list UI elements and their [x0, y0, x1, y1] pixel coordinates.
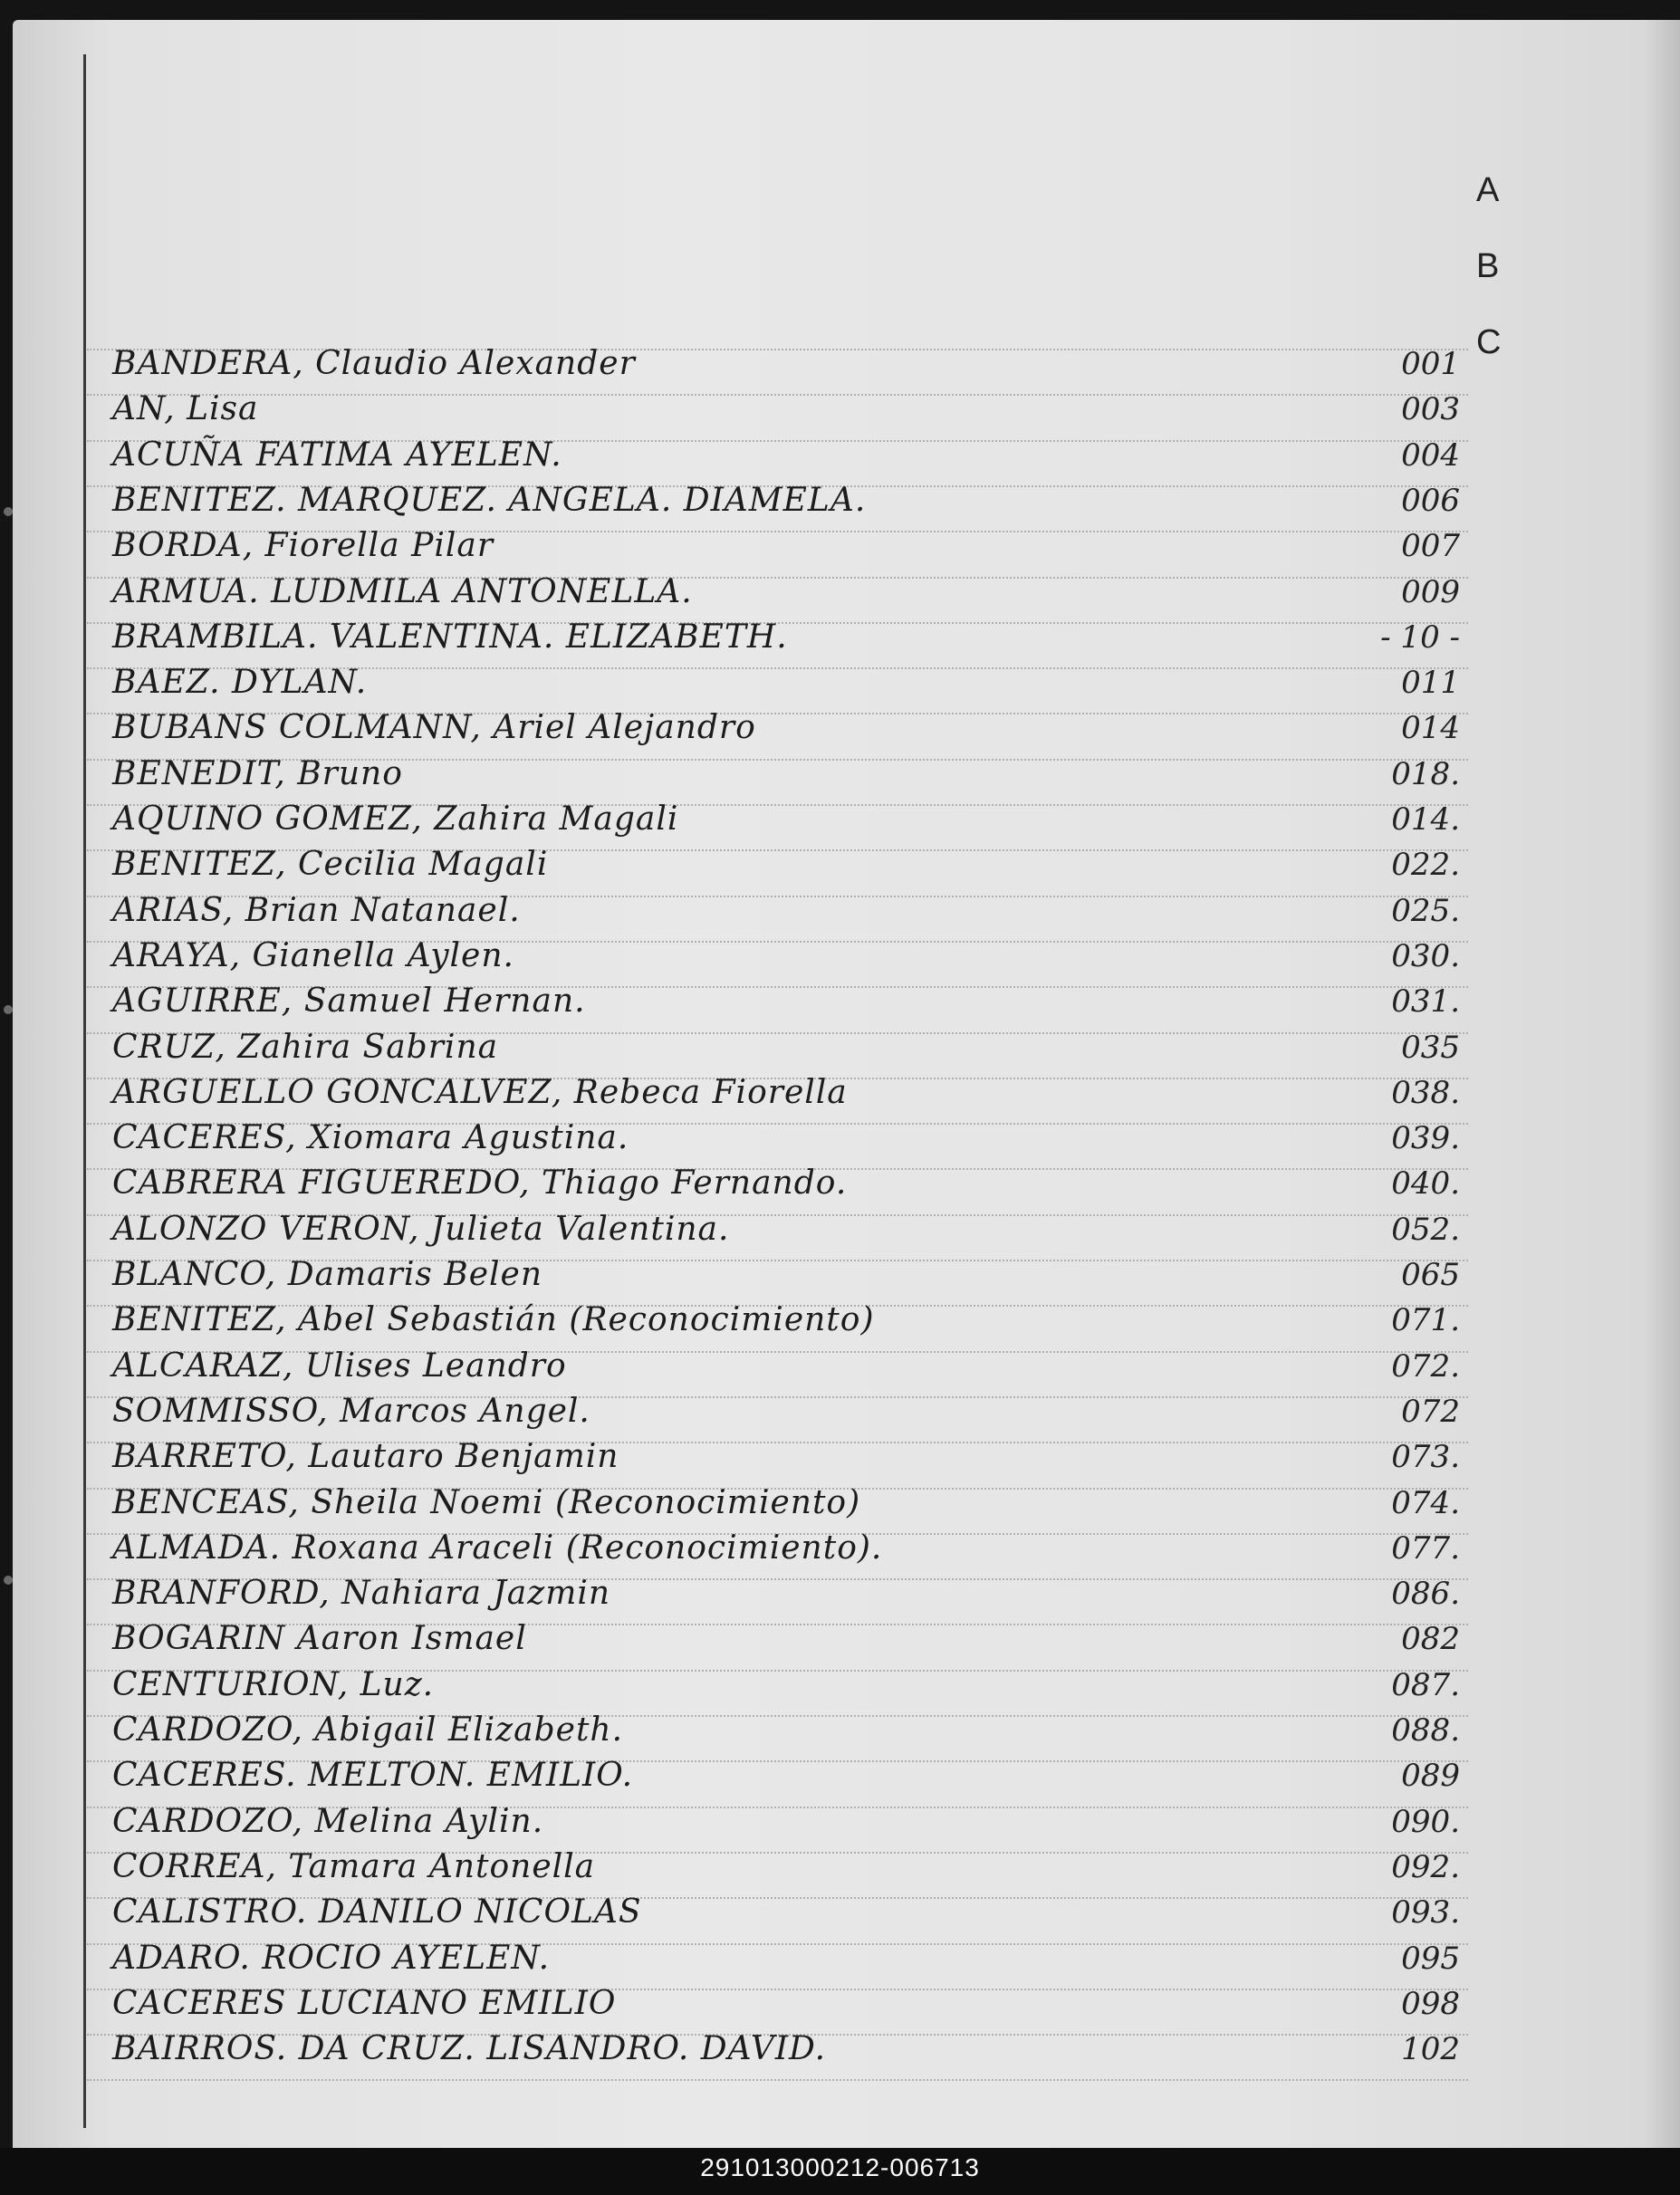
entry-row — [101, 706, 1460, 750]
entry-number: 011 — [1401, 665, 1460, 702]
entry-number: 006 — [1401, 482, 1460, 519]
entry-row — [101, 752, 1460, 796]
index-letter-c: C — [1476, 323, 1502, 361]
entry-name: ARGUELLO GONCALVEZ, Rebeca Fiorella — [112, 1073, 848, 1111]
entry-row — [101, 1982, 1460, 2026]
entry-row — [101, 524, 1460, 568]
entry-name: CARDOZO, Melina Aylin. — [112, 1802, 544, 1840]
entry-name: BLANCO, Damaris Belen — [112, 1256, 543, 1293]
entry-name: BENITEZ. MARQUEZ. ANGELA. DIAMELA. — [112, 481, 867, 519]
entry-number: 087. — [1391, 1666, 1460, 1703]
entry-name: CACERES LUCIANO EMILIO — [112, 1984, 617, 2022]
entry-name: BENITEZ, Cecilia Magali — [112, 846, 549, 884]
entry-number: 072 — [1401, 1393, 1460, 1430]
entry-number: 092. — [1391, 1848, 1460, 1885]
document-id: 291013000212-006713 — [700, 2153, 980, 2181]
entry-number: 102 — [1401, 2031, 1460, 2068]
entry-name: BENCEAS, Sheila Noemi (Reconocimiento) — [112, 1483, 861, 1521]
index-letter-b: B — [1476, 247, 1500, 285]
entry-row — [101, 1253, 1460, 1297]
entry-row — [101, 1481, 1460, 1525]
entry-name: BAIRROS. DA CRUZ. LISANDRO. DAVID. — [112, 2030, 827, 2068]
entry-number: 039. — [1391, 1120, 1460, 1157]
entry-number: 025. — [1391, 892, 1460, 929]
entry-name: CARDOZO, Abigail Elizabeth. — [112, 1711, 624, 1749]
entry-name: BANDERA, Claudio Alexander — [112, 345, 636, 382]
entry-row — [101, 1208, 1460, 1251]
entry-row — [101, 1162, 1460, 1205]
entry-row — [101, 980, 1460, 1023]
entry-row — [101, 1026, 1460, 1069]
entry-name: BARRETO, Lautaro Benjamin — [112, 1438, 619, 1476]
entry-row — [101, 388, 1460, 431]
entry-number: 009 — [1401, 573, 1460, 610]
entry-name: ALCARAZ, Ulises Leandro — [112, 1347, 567, 1385]
entry-row — [101, 1572, 1460, 1615]
entry-name: ARIAS, Brian Natanael. — [112, 891, 521, 929]
entry-number: 035 — [1401, 1029, 1460, 1066]
entry-name: ARAYA, Gianella Aylen. — [112, 936, 514, 974]
entry-row — [101, 1117, 1460, 1160]
entry-row — [101, 1891, 1460, 1934]
entry-name: BOGARIN Aaron Ismael — [112, 1620, 527, 1658]
entry-number: 074. — [1391, 1484, 1460, 1521]
entry-row — [101, 570, 1460, 614]
entry-number: 089 — [1401, 1758, 1460, 1795]
entry-number: 088. — [1391, 1712, 1460, 1749]
entry-number: 001 — [1401, 346, 1460, 382]
entry-row — [101, 1663, 1460, 1707]
entry-number: 022. — [1391, 847, 1460, 884]
entry-name: AQUINO GOMEZ, Zahira Magali — [112, 800, 679, 838]
entry-name: CENTURION, Luz. — [112, 1665, 435, 1703]
entry-name: BENEDIT, Bruno — [112, 754, 403, 792]
entry-row — [101, 342, 1460, 386]
entry-row — [101, 434, 1460, 477]
entry-name: CALISTRO. DANILO NICOLAS — [112, 1893, 642, 1931]
entry-row — [101, 1390, 1460, 1433]
entry-name: ALMADA. Roxana Araceli (Reconocimiento). — [112, 1529, 883, 1567]
entry-number: 071. — [1391, 1302, 1460, 1339]
entry-name: BORDA, Fiorella Pilar — [112, 527, 494, 565]
entry-row — [101, 1435, 1460, 1479]
entry-number: 093. — [1391, 1894, 1460, 1931]
entry-number: 018. — [1391, 755, 1460, 792]
entry-number: - 10 - — [1380, 618, 1460, 656]
entry-row — [101, 616, 1460, 659]
entry-name: CACERES. MELTON. EMILIO. — [112, 1757, 634, 1795]
entry-number: 086. — [1391, 1576, 1460, 1613]
entry-row — [101, 1617, 1460, 1661]
entry-number: 095 — [1401, 1940, 1460, 1977]
entry-row — [101, 1345, 1460, 1388]
entry-name: CABRERA FIGUEREDO, Thiago Fernando. — [112, 1165, 848, 1203]
entry-row — [101, 661, 1460, 705]
entry-name: ALONZO VERON, Julieta Valentina. — [112, 1210, 730, 1248]
entry-number: 065 — [1401, 1257, 1460, 1293]
entry-name: BAEZ. DYLAN. — [112, 664, 368, 702]
entry-number: 040. — [1391, 1165, 1460, 1203]
entry-name: AGUIRRE, Samuel Hernan. — [112, 982, 586, 1021]
entry-row — [101, 889, 1460, 933]
entry-name: BRANFORD, Nahiara Jazmin — [112, 1575, 611, 1613]
entry-name: BUBANS COLMANN, Ariel Alejandro — [112, 709, 756, 747]
entry-name: BRAMBILA. VALENTINA. ELIZABETH. — [112, 618, 788, 656]
entry-number: 090. — [1391, 1803, 1460, 1840]
entry-number: 014. — [1391, 801, 1460, 838]
entry-number: 082 — [1401, 1621, 1460, 1658]
entry-row — [101, 1754, 1460, 1797]
entry-name: ADARO. ROCIO AYELEN. — [112, 1939, 551, 1977]
entry-number: 007 — [1401, 528, 1460, 565]
entry-number: 077. — [1391, 1529, 1460, 1567]
index-letter-a: A — [1476, 171, 1500, 209]
entry-name: ACUÑA FATIMA AYELEN. — [112, 436, 562, 474]
entry-row — [101, 479, 1460, 522]
entry-number: 052. — [1391, 1211, 1460, 1248]
entry-row — [101, 935, 1460, 978]
entry-row — [101, 1800, 1460, 1844]
entry-row — [101, 1709, 1460, 1752]
entry-name: SOMMISSO, Marcos Angel. — [112, 1392, 590, 1430]
entry-name: BENITEZ, Abel Sebastián (Reconocimiento) — [112, 1301, 875, 1339]
entry-name: AN, Lisa — [112, 390, 259, 428]
entry-number: 030. — [1391, 937, 1460, 974]
entry-number: 073. — [1391, 1439, 1460, 1476]
entry-row — [101, 1845, 1460, 1889]
entry-number: 014 — [1401, 710, 1460, 747]
entry-row — [101, 1299, 1460, 1342]
entry-number: 004 — [1401, 436, 1460, 474]
entry-name: CACERES, Xiomara Agustina. — [112, 1119, 629, 1157]
entry-number: 003 — [1401, 391, 1460, 428]
entry-row — [101, 1937, 1460, 1980]
entry-number: 098 — [1401, 1985, 1460, 2022]
entry-number: 038. — [1391, 1074, 1460, 1111]
entry-name: CRUZ, Zahira Sabrina — [112, 1028, 499, 1066]
entry-row — [101, 1071, 1460, 1115]
entry-row — [101, 798, 1460, 841]
entry-name: ARMUA. LUDMILA ANTONELLA. — [112, 572, 693, 610]
entry-number: 031. — [1391, 983, 1460, 1021]
entry-row — [101, 843, 1460, 887]
entry-row — [101, 1527, 1460, 1570]
entry-name: CORREA, Tamara Antonella — [112, 1847, 596, 1885]
entry-number: 072. — [1391, 1347, 1460, 1385]
entry-row — [101, 2027, 1460, 2071]
